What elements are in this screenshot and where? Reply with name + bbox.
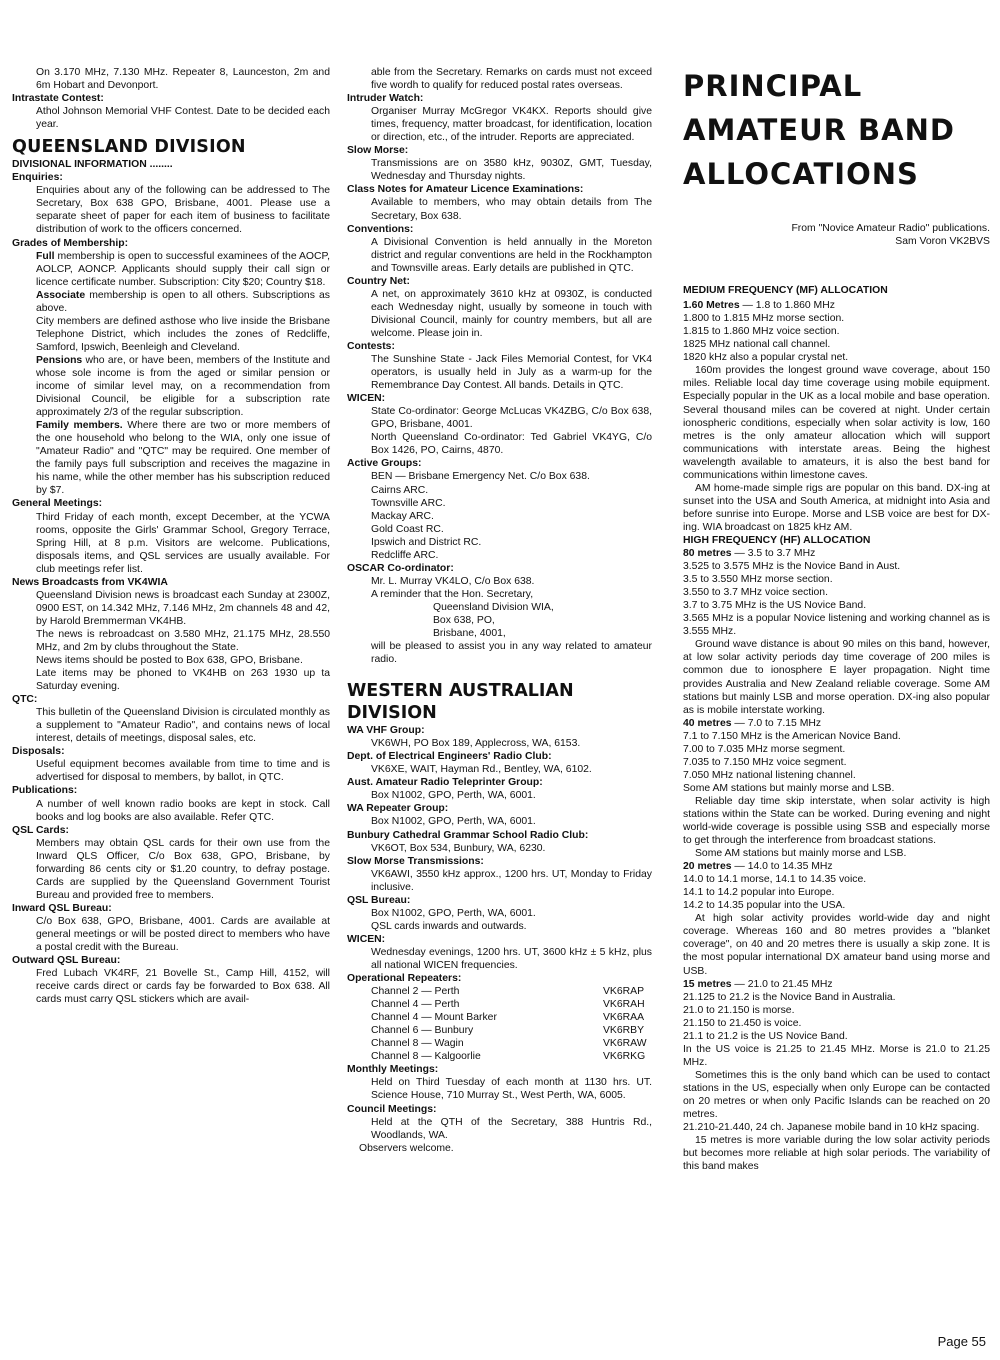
country-net-heading: Country Net: <box>347 275 410 287</box>
list-item: 3.5 to 3.550 MHz morse section. <box>683 574 833 586</box>
dept-ee-text: VK6XE, WAIT, Hayman Rd., Bentley, WA, 6102. <box>371 764 592 776</box>
credit-source: From "Novice Amateur Radio" publications. <box>791 223 990 234</box>
oscar-text-3: will be pleased to assist you in any way related to amateur radio. <box>371 641 652 666</box>
bunbury-text: VK6OT, Box 534, Bunbury, WA, 6230. <box>371 842 546 854</box>
band-40-para-2: Some AM stations but mainly morse and LSB. <box>695 848 907 860</box>
table-row <box>371 1011 652 1024</box>
band-160-label: 1.60 Metres <box>683 300 740 312</box>
list-item: 1.815 to 1.860 MHz voice section. <box>683 326 840 338</box>
secretary-address <box>347 601 652 640</box>
repeater-channel: Channel 6 — Bunbury <box>371 1025 474 1037</box>
band-80-details <box>683 560 990 612</box>
teleprinter-text: Box N1002, GPO, Perth, WA, 6001. <box>371 790 536 802</box>
repeater-callsign: VK6RAH <box>603 999 645 1011</box>
country-net-text: A net, on approximately 3610 kHz at 0930Z, is conducted each Wednesday night, usually by someone in touch with Divisional Council, mainly for country members, but all are welcome. Please join in. <box>371 288 652 339</box>
observers-text: Observers welcome. <box>359 1142 454 1154</box>
bunbury-heading: Bunbury Cathedral Grammar School Radio Club: <box>347 829 589 841</box>
news-broadcasts-heading: News Broadcasts from VK4WIA <box>12 576 168 588</box>
wicen-text-2: North Queensland Co-ordinator: Ted Gabriel VK4YG, C/o Box 1426, PO, Cairns, 4870. <box>371 432 652 457</box>
list-item: 14.2 to 14.35 popular into the USA. <box>683 900 846 912</box>
news-text-1: Queensland Division news is broadcast each Sunday at 2300Z, 0900 EST, on 14.342 MHz, 7.146 MHz, 2m channels 48 and 42, by Harold Bremmerman VK4HB. <box>36 589 331 627</box>
operational-repeaters-heading: Operational Repeaters: <box>347 973 462 985</box>
repeater-group-heading: WA Repeater Group: <box>347 803 449 815</box>
list-item: 7.035 to 7.150 MHz voice segment. <box>683 756 847 768</box>
wicen-heading: WICEN: <box>347 393 386 405</box>
repeater-group-text: Box N1002, GPO, Perth, WA, 6001. <box>371 816 536 828</box>
general-meetings-text: Third Friday of each month, except December, at the YCWA rooms, opposite the Girls' Grammar School, Gregory Terrace, Spring Hill, at 8 p.m. Visitors are welcome. Publications, disposals items, and QSL services are usually available. For club meetings refer list. <box>36 511 330 575</box>
band-20-range: — 14.0 to 14.35 MHz <box>731 861 833 873</box>
list-item: 21.125 to 21.2 is the Novice Band in Australia. <box>683 991 896 1003</box>
family-label: Family members. <box>36 420 123 432</box>
council-meetings-text: Held at the QTH of the Secretary, 388 Huntris Rd., Woodlands, WA. <box>371 1116 652 1141</box>
qtc-text: This bulletin of the Queensland Division is circulated monthly as a supplement to "Amateur Radio", and contains news of local interest, details of meetings, disposal sales, etc. <box>36 707 330 745</box>
repeater-channel: Channel 2 — Perth <box>371 986 460 998</box>
outward-qsl-text: Fred Lubach VK4RF, 21 Bovelle St., Camp Hill, 4152, will receive cards direct or cards fay be forwarded to Box 638. All cards must carry QSL stickers which are avail- <box>36 968 330 1006</box>
band-40-para-1: Reliable day time skip interstate, when solar activity is high stations within the State can be worked. During evening and night world-wide coverage is possible using SSB and especially morse to get through the interference from broadcast stations. <box>683 795 990 847</box>
address-line: Queensland Division WIA, <box>433 601 554 613</box>
list-item: BEN — Brisbane Emergency Net. C/o Box 638. <box>371 471 590 483</box>
title-line: ALLOCATIONS <box>683 157 919 191</box>
band-15-label: 15 metres <box>683 978 732 990</box>
news-text-2: The news is rebroadcast on 3.580 MHz, 21.175 MHz, 28.550 MHz, and 2m by clubs throughout the State. <box>36 628 330 653</box>
wicen-text-1: State Co-ordinator: George McLucas VK4ZBG, C/o Box 638, GPO, Brisbane, 4001. <box>371 406 652 431</box>
band-40-range: — 7.0 to 7.15 MHz <box>731 717 822 729</box>
table-row <box>371 998 652 1011</box>
band-20-heading <box>683 860 990 873</box>
wa-wicen-text: Wednesday evenings, 1200 hrs. UT, 3600 kHz ± 5 kHz, plus all national WICEN frequencies. <box>371 946 652 971</box>
news-text-3: News items should be posted to Box 638, GPO, Brisbane. <box>36 655 303 667</box>
list-item: 21.1 to 21.2 is the US Novice Band. <box>683 1030 848 1042</box>
band-80-heading <box>683 547 990 560</box>
oscar-text-1: Mr. L. Murray VK4LO, C/o Box 638. <box>371 575 535 587</box>
conventions-heading: Conventions: <box>347 223 414 235</box>
family-members-text <box>12 419 330 497</box>
wa-wicen-heading: WICEN: <box>347 933 386 945</box>
band-40-heading <box>683 717 990 730</box>
intruder-heading: Intruder Watch: <box>347 93 424 105</box>
queensland-title: QUEENSLAND DIVISION <box>12 137 246 158</box>
repeater-channel: Channel 8 — Wagin <box>371 1038 464 1050</box>
full-membership-text <box>12 250 330 289</box>
pensions-body: who are, or have been, members of the Institute and whose sole income is from the aged or similar pension or income of similar level may, on a recommendation from Divisional Council, be eligible for a subscription rate approximately 2/3 of the regular subscription. <box>36 354 330 419</box>
band-80-label: 80 metres <box>683 548 732 560</box>
band-160-para-2: AM home-made simple rigs are popular on this band. DX-ing at sunset into the USA and South America, at midnight into Asia and before sunrise into Europe. Morse and LSB voice are best for DX-ing. WIA broadcast on 1825 kHz AM. <box>683 482 990 533</box>
band-160-details <box>683 312 990 364</box>
band-15-para-3: 15 metres is more variable during the low solar activity periods but becomes more reliable at high solar periods. The variability of this band makes <box>683 1135 990 1173</box>
list-item: 14.0 to 14.1 morse, 14.1 to 14.35 voice. <box>683 874 867 886</box>
list-item: Townsville ARC. <box>371 497 446 509</box>
table-row <box>371 1050 652 1063</box>
column-1 <box>12 66 330 1006</box>
tasmania-continuation: On 3.170 MHz, 7.130 MHz. Repeater 8, Launceston, 2m and 6m Hobart and Devonport. <box>36 67 330 92</box>
associate-label: Associate <box>36 289 86 301</box>
list-item: 1.800 to 1.815 MHz morse section. <box>683 313 845 325</box>
list-item: 7.050 MHz national listening channel. <box>683 769 856 781</box>
pensions-label: Pensions <box>36 354 83 366</box>
oscar-heading: OSCAR Co-ordinator: <box>347 562 454 574</box>
slow-morse-text: Transmissions are on 3580 kHz, 9030Z, GMT, Tuesday, Wednesday and Thursday nights. <box>371 158 652 183</box>
list-item: 7.00 to 7.035 MHz morse segment. <box>683 743 846 755</box>
city-members-text: City members are defined asthose who live inside the Brisbane Telephone District, which includes the zones of Redcliffe, Samford, Ipswich, Beenleigh and Cleveland. <box>36 315 330 353</box>
full-body: membership is open to successful examinees of the AOCP, AOLCP, AONCP. Applicants should supply their call sign or licence certificate number. Subscription: City $20; Country $18. <box>36 250 330 288</box>
qsl-bureau-text-2: QSL cards inwards and outwards. <box>371 920 527 932</box>
disposals-text: Useful equipment becomes available from time to time and is advertised for disposal to members, by ballot, in QTC. <box>36 759 330 784</box>
intrastate-heading: Intrastate Contest: <box>12 93 104 105</box>
band-15-us: In the US voice is 21.25 to 21.45 MHz. Morse is 21.0 to 21.25 MHz. <box>683 1043 990 1068</box>
repeater-callsign: VK6RAW <box>603 1038 647 1050</box>
repeater-callsign: VK6RKG <box>603 1051 646 1063</box>
repeater-callsign: VK6RAA <box>603 1012 645 1024</box>
associate-membership-text <box>12 289 330 315</box>
wa-vhf-text: VK6WH, PO Box 189, Applecross, WA, 6153. <box>371 738 581 750</box>
list-item: 3.550 to 3.7 MHz voice section. <box>683 587 828 599</box>
associate-body: membership is open to all others. Subscriptions as above. <box>36 289 330 314</box>
credit-author: Sam Voron VK2BVS <box>895 236 990 248</box>
contests-text: The Sunshine State - Jack Files Memorial Contest, for VK4 operators, is usually held in July as a warm-up for the Remembrance Day Contest. All bands. Details in QTC. <box>371 354 652 392</box>
wa-title-line-2: DIVISION <box>347 703 437 724</box>
dept-ee-heading: Dept. of Electrical Engineers' Radio Club: <box>347 751 552 763</box>
wa-vhf-heading: WA VHF Group: <box>347 725 425 737</box>
active-groups-list <box>347 470 652 561</box>
band-80-range: — 3.5 to 3.7 MHz <box>731 548 816 560</box>
slow-morse-tx-heading: Slow Morse Transmissions: <box>347 855 484 867</box>
outward-qsl-heading: Outward QSL Bureau: <box>12 955 121 967</box>
general-meetings-heading: General Meetings: <box>12 498 103 510</box>
band-20-para: At high solar activity provides world-wide day and night coverage. Whereas 160 and 80 metres provides a "blanket coverage", on 40 and 20 metres there is usually a skip zone. It is the most popular international DX amateur band using morse and USB. <box>683 913 990 977</box>
article-title <box>683 64 990 196</box>
title-line: PRINCIPAL <box>683 69 863 103</box>
list-item: 3.7 to 3.75 MHz is the US Novice Band. <box>683 600 867 612</box>
address-line: Box 638, PO, <box>433 614 495 626</box>
band-160-para-1: 160m provides the longest ground wave coverage, about 150 miles. Reliable local day time coverage using mobile equipment. Especially popular in the UK as a local mobile and base operation. Several thousand miles can be covered at night. Under certain ionospheric conditions, especially when solar activity is low, 160 metres is the only amateur allocation which will support communications with interstate areas. Being the highest wavelength available to amateurs, it is also the best band for communications within limestone caves. <box>683 365 990 481</box>
table-row <box>371 1037 652 1050</box>
qsl-bureau-heading: QSL Bureau: <box>347 894 411 906</box>
list-item: 1820 kHz also a popular crystal net. <box>683 352 849 364</box>
band-160-heading <box>683 299 990 312</box>
article-credit <box>683 222 990 248</box>
repeater-channel: Channel 4 — Perth <box>371 999 460 1011</box>
list-item: Mackay ARC. <box>371 510 434 522</box>
band-15-para-1: Sometimes this is the only band which can be used to contact stations in the US, especially when only Europe can be contacted on 20 metres or when only Pacific Islands can be reached on 20 metres. <box>683 1069 990 1121</box>
column-2 <box>347 66 652 1155</box>
repeater-callsign: VK6RAP <box>603 986 645 998</box>
hf-heading: HIGH FREQUENCY (HF) ALLOCATION <box>683 534 871 546</box>
qsl-bureau-text-1: Box N1002, GPO, Perth, WA, 6001. <box>371 907 536 919</box>
grades-heading: Grades of Membership: <box>12 237 129 249</box>
list-item: Ipswich and District RC. <box>371 536 482 548</box>
qtc-heading: QTC: <box>12 694 38 706</box>
qsl-cards-text: Members may obtain QSL cards for their own use from the Inward QLS Officer, C/o Box 638, GPO, Brisbane, by forwarding 86 cents city or $1.20 country, to defray postage. Cards are supplied by the Queensland Government Tourist Bureau and provided free to members. <box>36 837 330 901</box>
class-notes-text: Available to members, who may obtain details from The Secretary, Box 638. <box>371 197 652 222</box>
band-20-details <box>683 873 990 912</box>
council-meetings-heading: Council Meetings: <box>347 1103 437 1115</box>
teleprinter-heading: Aust. Amateur Radio Teleprinter Group: <box>347 777 543 789</box>
publications-text: A number of well known radio books are kept in stock. Call books and log books are also available. Refer QTC. <box>36 798 330 823</box>
repeaters-table <box>347 985 652 1063</box>
band-15-range: — 21.0 to 21.45 MHz <box>731 978 833 990</box>
band-40-label: 40 metres <box>683 717 732 729</box>
list-item: 3.525 to 3.575 MHz is the Novice Band in Aust. <box>683 561 901 573</box>
address-line: Brisbane, 4001, <box>433 628 506 640</box>
band-160-range: — 1.8 to 1.860 MHz <box>739 300 835 312</box>
conventions-text: A Divisional Convention is held annually in the Moreton district and regular conventions are held in the Rockhampton and Townsville areas. Early details are published in QTC. <box>371 236 652 274</box>
table-row <box>371 985 652 998</box>
class-notes-heading: Class Notes for Amateur Licence Examinations: <box>347 184 584 196</box>
disposals-heading: Disposals: <box>12 746 65 758</box>
enquiries-heading: Enquiries: <box>12 172 63 184</box>
repeater-channel: Channel 8 — Kalgoorlie <box>371 1051 481 1063</box>
list-item: 14.1 to 14.2 popular into Europe. <box>683 887 835 899</box>
slow-morse-heading: Slow Morse: <box>347 145 409 157</box>
family-body: Where there are two or more members of the one household who belong to the WIA, only one issue of "Amateur Radio" and "QTC" may be required. One member of the family pays full subscription and receives the magazine in his name, while the other member has his subscription reduced by $7. <box>36 420 330 497</box>
publications-heading: Publications: <box>12 785 78 797</box>
band-80-para: Ground wave distance is about 90 miles on this band, however, at low solar activity periods day time coverage of 200 miles is common due to ionosphere E layer propagation. Night time provides Australia and New Zealand reliable coverage. Some AM stations but mainly LSB and morse operation. DX-ing also popular as is mobile interstate working. <box>683 639 990 716</box>
list-item: 7.1 to 7.150 MHz is the American Novice Band. <box>683 730 901 742</box>
list-item: Gold Coast RC. <box>371 523 444 535</box>
list-item: Redcliffe ARC. <box>371 549 439 561</box>
page-number: Page 55 <box>937 1334 986 1349</box>
intruder-text: Organiser Murray McGregor VK4KX. Reports should give times, frequency, matter broadcast, for identification, location or direction, etc., of the intruder. Reports are appreciated. <box>371 106 652 144</box>
contests-heading: Contests: <box>347 340 395 352</box>
band-15-para-2: 21.210-21.440, 24 ch. Japanese mobile band in 10 kHz spacing. <box>683 1122 980 1134</box>
wa-title-line-1: WESTERN AUSTRALIAN <box>347 681 574 702</box>
intrastate-text: Athol Johnson Memorial VHF Contest. Date to be decided each year. <box>36 106 330 131</box>
column-3 <box>683 64 990 1173</box>
list-item: 21.150 to 21.450 is voice. <box>683 1017 802 1029</box>
table-row <box>371 1024 652 1037</box>
list-item: 1825 MHz national call channel. <box>683 339 831 351</box>
qsl-continuation: able from the Secretary. Remarks on cards must not exceed five wordh to qualify for reduced postal rates overseas. <box>371 67 652 92</box>
band-40-details <box>683 730 990 795</box>
inward-qsl-heading: Inward QSL Bureau: <box>12 902 112 914</box>
band-15-details <box>683 991 990 1043</box>
band-20-label: 20 metres <box>683 861 732 873</box>
band-80-popular: 3.565 MHz is a popular Novice listening and working channel as is 3.555 MHz. <box>683 613 990 638</box>
active-groups-heading: Active Groups: <box>347 458 422 470</box>
qsl-cards-heading: QSL Cards: <box>12 824 69 836</box>
oscar-text-2: A reminder that the Hon. Secretary, <box>371 588 534 600</box>
news-text-4: Late items may be phoned to VK4HB on 263 1930 up ta Saturday evening. <box>36 668 330 693</box>
slow-morse-tx-text: VK6AWI, 3550 kHz approx., 1200 hrs. UT, Monday to Friday inclusive. <box>371 868 652 893</box>
mf-heading: MEDIUM FREQUENCY (MF) ALLOCATION <box>683 285 888 297</box>
band-15-heading <box>683 978 990 991</box>
divisional-info-heading: DIVISIONAL INFORMATION ........ <box>12 159 173 171</box>
monthly-meetings-text: Held on Third Tuesday of each month at 1130 hrs. UT. Science House, 710 Murray St., West Perth, WA, 6005. <box>371 1077 652 1102</box>
full-label: Full <box>36 250 55 262</box>
list-item: Cairns ARC. <box>371 484 429 496</box>
monthly-meetings-heading: Monthly Meetings: <box>347 1064 439 1076</box>
list-item: Some AM stations but mainly morse and LSB. <box>683 782 895 794</box>
list-item: 21.0 to 21.150 is morse. <box>683 1004 795 1016</box>
pensions-text <box>12 354 330 419</box>
repeater-callsign: VK6RBY <box>603 1025 645 1037</box>
inward-qsl-text: C/o Box 638, GPO, Brisbane, 4001. Cards are available at general meetings or will be posted direct to members who have a postal credit with the Bureau. <box>36 915 330 954</box>
title-line: AMATEUR BAND <box>683 113 955 147</box>
repeater-channel: Channel 4 — Mount Barker <box>371 1012 497 1024</box>
enquiries-text: Enquiries about any of the following can be addressed to The Secretary, Box 638 GPO, Brisbane, 4001. Please use a separate sheet of paper for each item of business to facilitate distribution of work to the officers concerned. <box>36 185 330 236</box>
